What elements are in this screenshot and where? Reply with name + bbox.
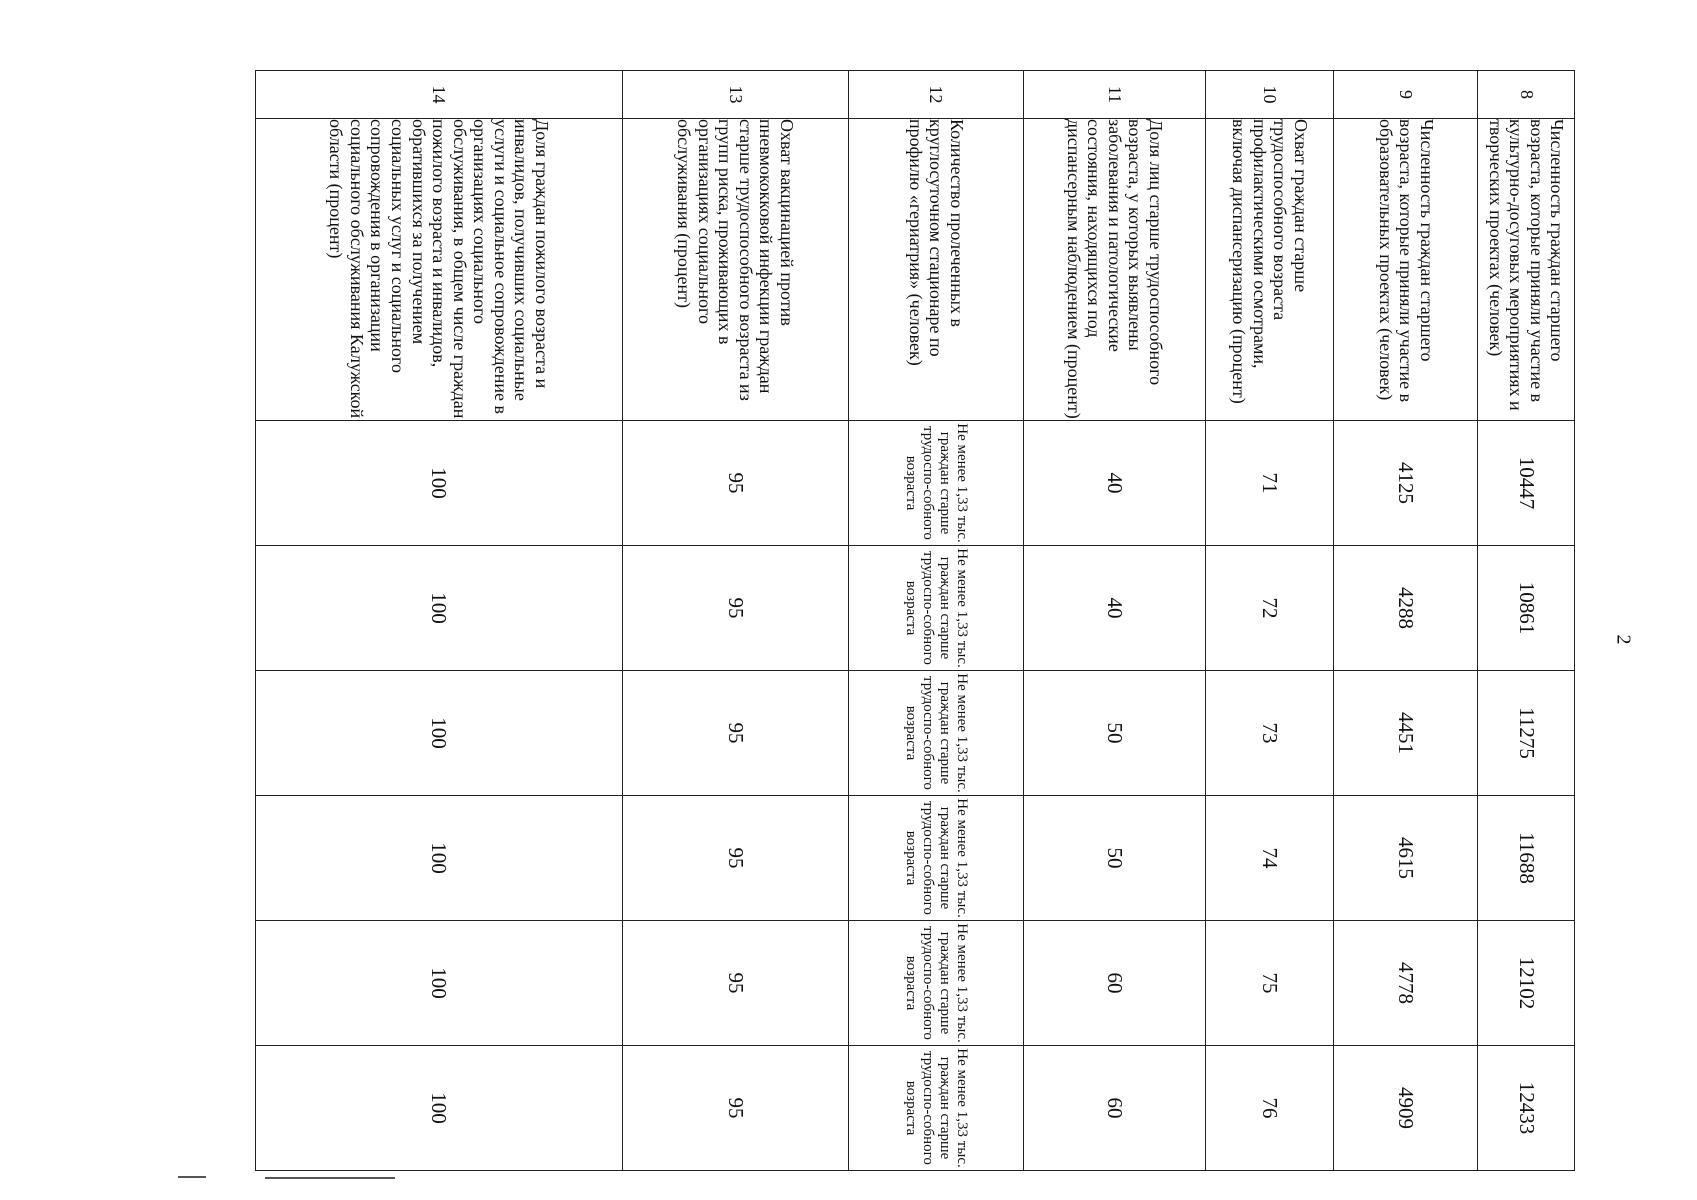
value-cell: 95: [622, 671, 848, 796]
indicator-name: Количество пролеченных в круглосуточном стационаре по профилю «гериатрия» (человек): [848, 119, 1023, 421]
row-number: 13: [622, 71, 848, 119]
value-cell: 95: [622, 421, 848, 546]
table-row: [1206, 71, 1334, 1171]
value-cell: 12102: [1478, 921, 1575, 1046]
value-cell: Не менее 1,33 тыс. граждан старше трудоспо-собного возраста: [848, 1046, 1023, 1171]
value-cell: 50: [1024, 671, 1206, 796]
value-cell: 4288: [1334, 546, 1478, 671]
value-cell: 100: [256, 1046, 623, 1171]
scan-mark: [265, 1177, 395, 1179]
value-cell: 10447: [1478, 421, 1575, 546]
value-cell: 74: [1206, 796, 1334, 921]
value-cell: 40: [1024, 421, 1206, 546]
indicator-name: Доля граждан пожилого возраста и инвалидов, получивших социальные услуги и социальное сопровождение в организациях социального обслуживания, в общем числе граждан пожилого возраста и инвалидов, обратившихся за получением социальных услуг и социального сопровождения в организации социального обслуживания Калужской области (процент): [256, 119, 623, 421]
value-cell: 12433: [1478, 1046, 1575, 1171]
row-number: 12: [848, 71, 1023, 119]
value-cell: 11275: [1478, 671, 1575, 796]
indicator-name: Численность граждан старшего возраста, которые приняли участие в культурно-досуговых мероприятиях и творческих проектах (человек): [1478, 119, 1575, 421]
value-cell: 95: [622, 921, 848, 1046]
value-cell: 95: [622, 546, 848, 671]
row-number: 9: [1334, 71, 1478, 119]
value-cell: 100: [256, 671, 623, 796]
row-number: 8: [1478, 71, 1575, 119]
indicator-name: Охват вакцинацией против пневмококковой инфекции граждан старше трудоспособного возраста из групп риска, проживающих в организациях социального обслуживания (процент): [622, 119, 848, 421]
value-cell: 60: [1024, 1046, 1206, 1171]
value-cell: 75: [1206, 921, 1334, 1046]
value-cell: 100: [256, 546, 623, 671]
rotated-table-wrapper: [255, 70, 1575, 1170]
value-cell: 4451: [1334, 671, 1478, 796]
value-cell: 71: [1206, 421, 1334, 546]
row-number: 11: [1024, 71, 1206, 119]
value-cell: 11688: [1478, 796, 1575, 921]
value-cell: 73: [1206, 671, 1334, 796]
value-cell: 4778: [1334, 921, 1478, 1046]
value-cell: 95: [622, 1046, 848, 1171]
page-number: 2: [1612, 634, 1635, 645]
value-cell: 40: [1024, 546, 1206, 671]
row-number: 10: [1206, 71, 1334, 119]
value-cell: 100: [256, 796, 623, 921]
value-cell: Не менее 1,33 тыс. граждан старше трудоспо-собного возраста: [848, 421, 1023, 546]
row-number: 14: [256, 71, 623, 119]
table-row: [1334, 71, 1478, 1171]
table-row: [622, 71, 848, 1171]
value-cell: 10861: [1478, 546, 1575, 671]
value-cell: 76: [1206, 1046, 1334, 1171]
value-cell: 4909: [1334, 1046, 1478, 1171]
indicator-name: Численность граждан старшего возраста, которые приняли участие в образовательных проектах (человек): [1334, 119, 1478, 421]
value-cell: Не менее 1,33 тыс. граждан старше трудоспо-собного возраста: [848, 796, 1023, 921]
value-cell: 72: [1206, 546, 1334, 671]
value-cell: 100: [256, 921, 623, 1046]
value-cell: 100: [256, 421, 623, 546]
value-cell: 60: [1024, 921, 1206, 1046]
value-cell: 4615: [1334, 796, 1478, 921]
scan-mark: [178, 1176, 206, 1178]
indicator-name: Охват граждан старше трудоспособного возраста профилактическими осмотрами, включая диспансеризацию (процент): [1206, 119, 1334, 421]
value-cell: Не менее 1,33 тыс. граждан старше трудоспо-собного возраста: [848, 546, 1023, 671]
indicators-table: [255, 70, 1575, 1171]
value-cell: 50: [1024, 796, 1206, 921]
value-cell: Не менее 1,33 тыс. граждан старше трудоспо-собного возраста: [848, 671, 1023, 796]
indicator-name: Доля лиц старше трудоспособного возраста, у которых выявлены заболевания и патологические состояния, находящихся под диспансерным наблюдением (процент): [1024, 119, 1206, 421]
table-row: [1024, 71, 1206, 1171]
table-row: [1478, 71, 1575, 1171]
value-cell: Не менее 1,33 тыс. граждан старше трудоспо-собного возраста: [848, 921, 1023, 1046]
table-row: [256, 71, 623, 1171]
value-cell: 95: [622, 796, 848, 921]
table-row: [848, 71, 1023, 1171]
value-cell: 4125: [1334, 421, 1478, 546]
